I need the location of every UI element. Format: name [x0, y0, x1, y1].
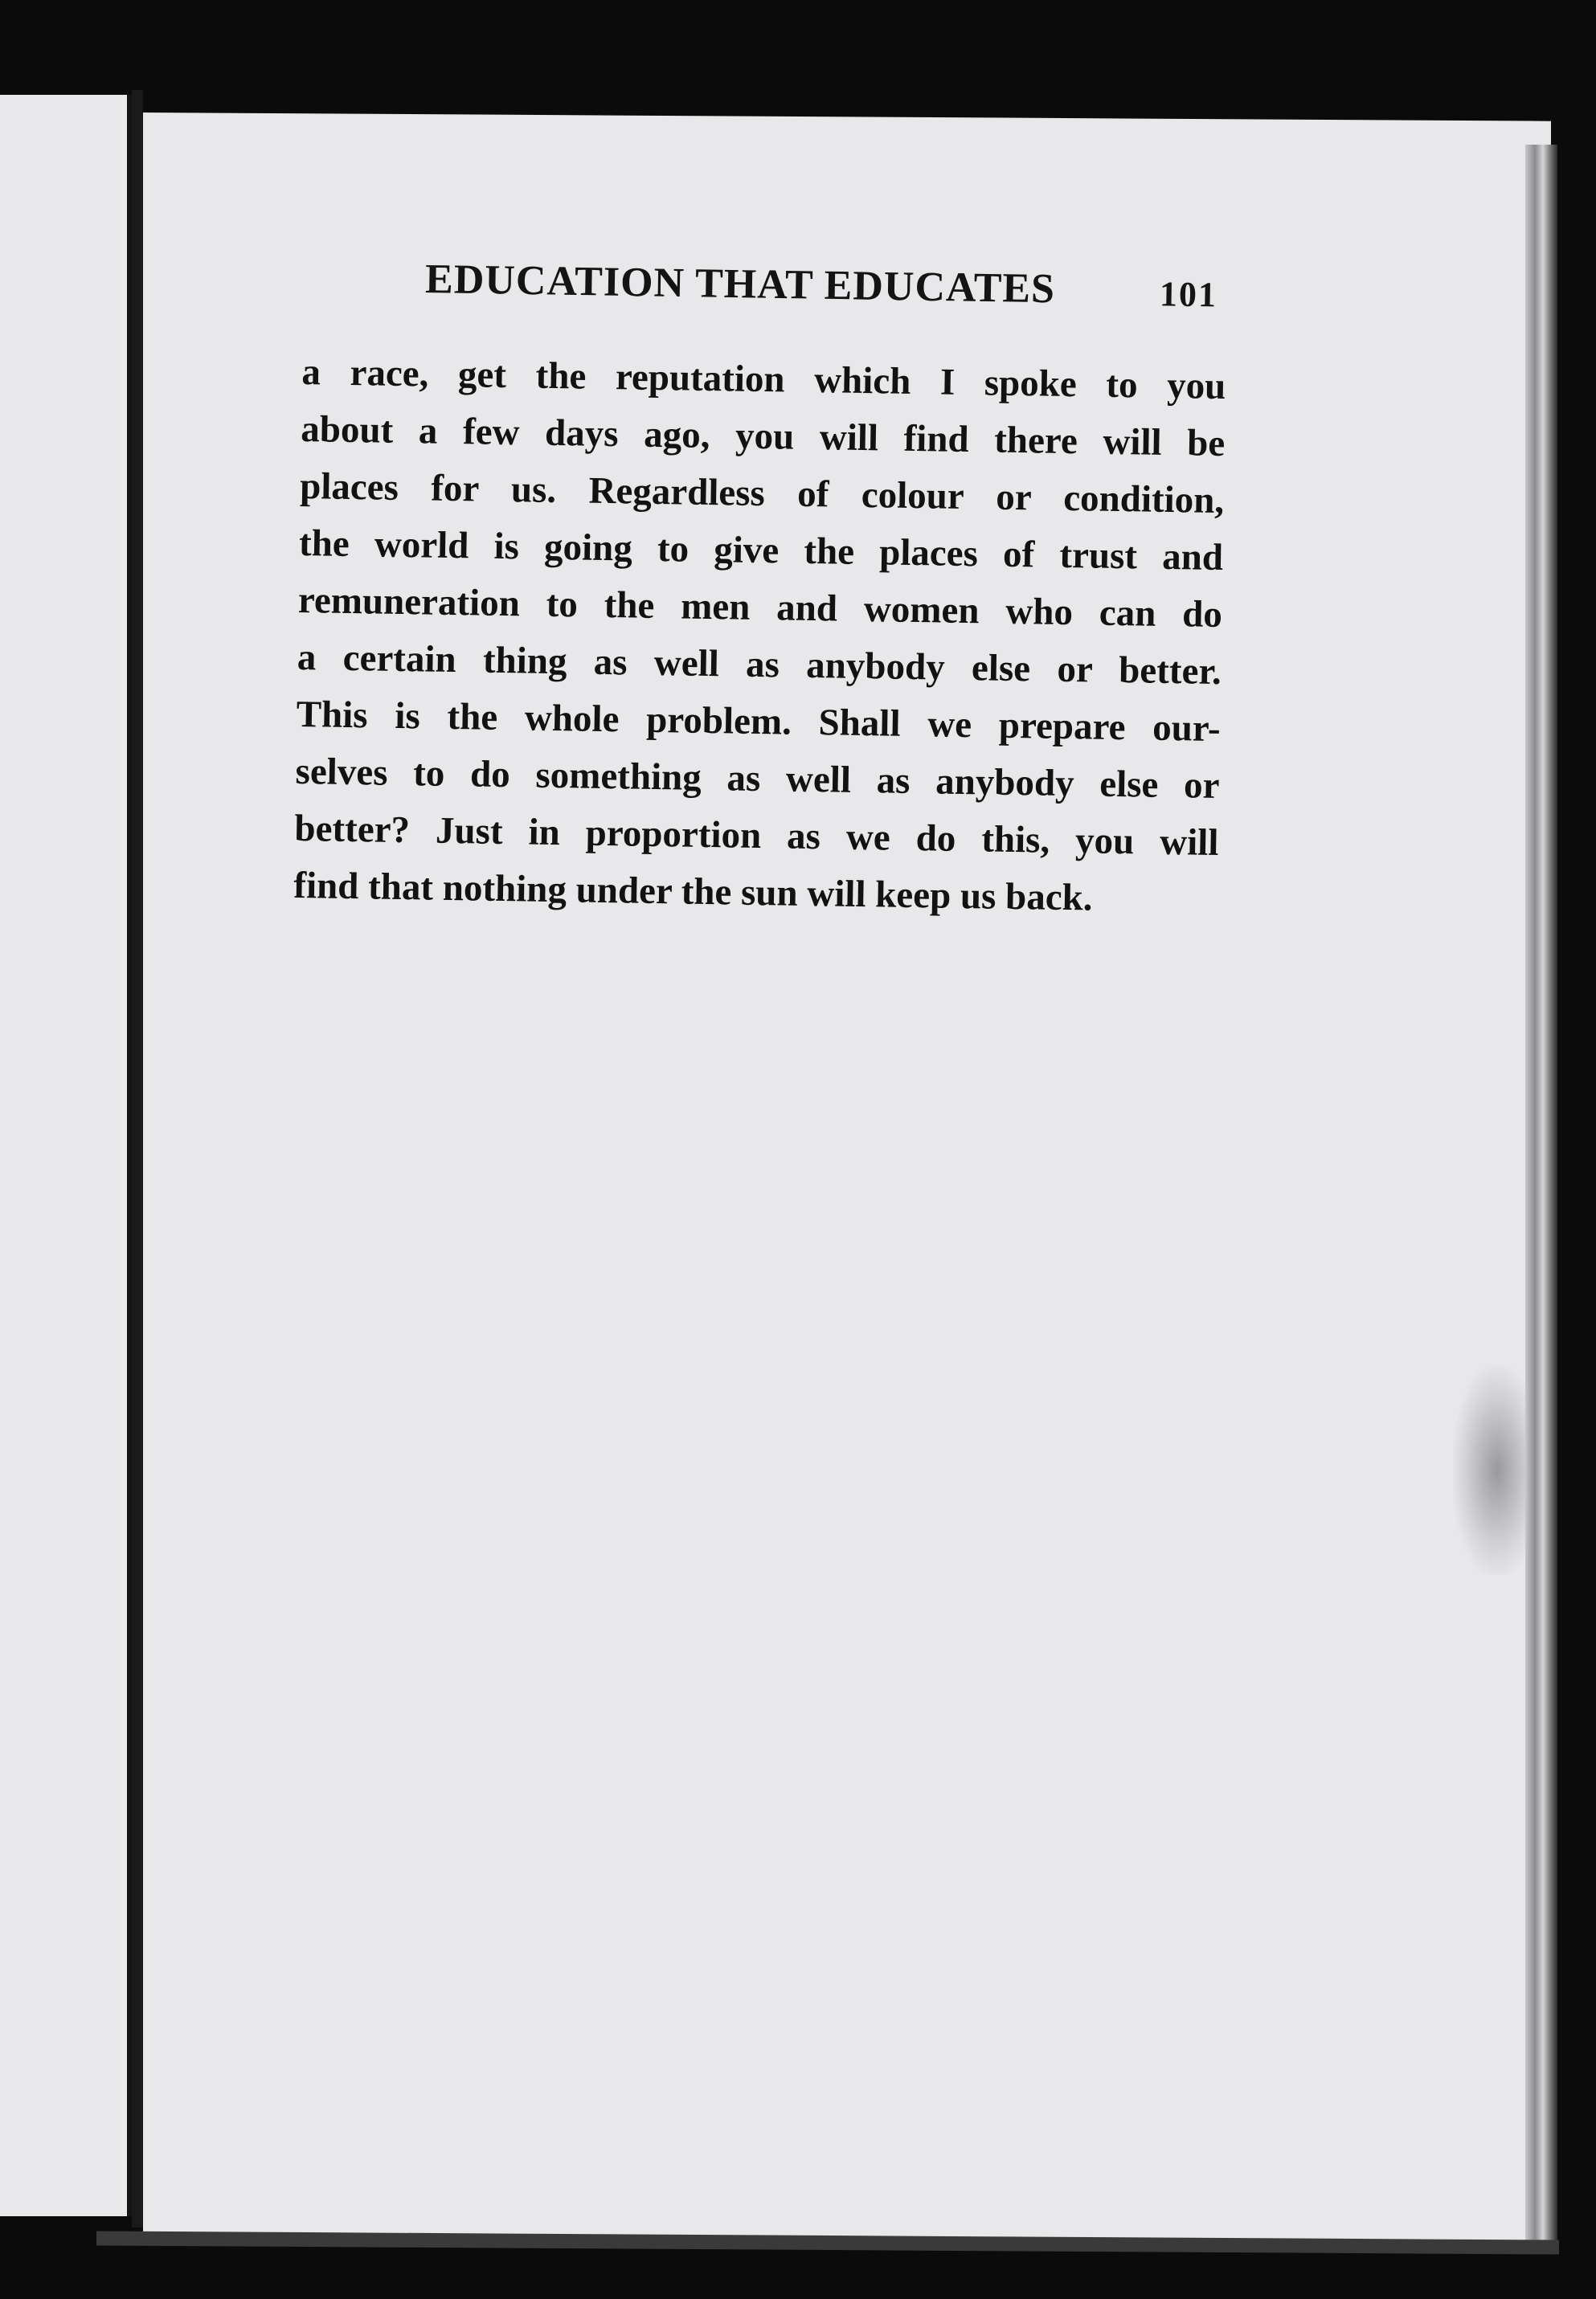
text-line: a certain thing as well as anybody else or better.: [297, 636, 1222, 693]
text-line: find that nothing under the sun will keep us back.: [293, 864, 1093, 919]
previous-page-edge: [0, 95, 132, 2216]
text-line: better? Just in proportion as we do this, you will: [294, 807, 1219, 864]
text-line: a race, get the reputation which I spoke to you: [301, 350, 1226, 408]
body-paragraph: [293, 344, 1226, 929]
text-line: selves to do something as well as anybody else or: [295, 750, 1220, 807]
text-line: This is the whole problem. Shall we prepare our-: [296, 693, 1222, 751]
text-line: places for us. Regardless of colour or condition,: [299, 464, 1225, 522]
book-gutter: [132, 90, 143, 2227]
text-line: about a few days ago, you will find there will be: [300, 407, 1226, 465]
page-number: 101: [1159, 274, 1218, 315]
running-head: [424, 256, 1229, 333]
text-line: the world is going to give the places of trust and: [298, 522, 1224, 579]
text-line: remuneration to the men and women who can do: [297, 579, 1223, 636]
running-head-title: EDUCATION THAT EDUCATES: [424, 256, 1056, 313]
page-fore-edge: [1525, 145, 1557, 2250]
